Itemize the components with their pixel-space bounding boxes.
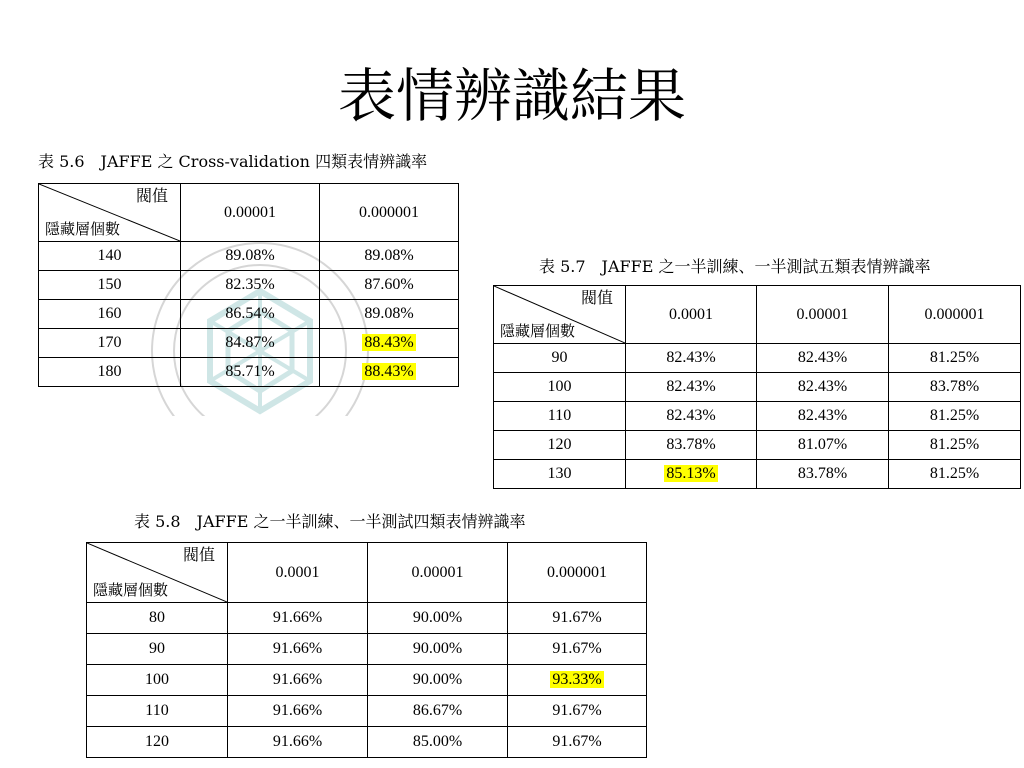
row-label: 100 — [87, 665, 228, 696]
row-label: 110 — [494, 402, 626, 431]
threshold-label: 閥值 — [580, 288, 613, 307]
table-cell: 81.25% — [929, 407, 980, 424]
table-cell: 86.67% — [412, 702, 463, 719]
table-row — [39, 358, 459, 387]
row-label: 90 — [87, 634, 228, 665]
column-header: 0.000001 — [889, 286, 1021, 344]
table-cell: 86.54% — [225, 305, 275, 322]
table-cell: 91.66% — [272, 733, 323, 750]
table-row — [494, 431, 1021, 460]
table-row — [494, 460, 1021, 489]
row-label: 170 — [39, 329, 181, 358]
hidden-layer-count-label: 隱藏層個數 — [500, 322, 576, 340]
table-cell: 89.08% — [225, 247, 275, 264]
table-cell: 82.43% — [797, 407, 848, 424]
table-5-6-caption: 表 5.6 JAFFE 之 Cross-validation 四類表情辨識率 — [38, 152, 428, 171]
table-cell: 82.43% — [797, 349, 848, 366]
row-label: 140 — [39, 242, 181, 271]
table-cell: 89.08% — [364, 247, 414, 264]
table-cell: 84.87% — [225, 334, 275, 351]
column-header: 0.0001 — [228, 543, 368, 603]
table-5-8 — [86, 542, 647, 758]
table-5-8-caption: 表 5.8 JAFFE 之一半訓練、一半測試四類表情辨識率 — [134, 512, 526, 531]
table-cell: 82.43% — [666, 378, 716, 395]
table-cell: 82.43% — [666, 349, 716, 366]
highlighted-cell: 93.33% — [552, 671, 602, 688]
table-cell: 82.43% — [666, 407, 716, 424]
row-label: 120 — [494, 431, 626, 460]
row-label: 110 — [87, 696, 228, 727]
table-cell: 87.60% — [364, 276, 414, 293]
table-row — [39, 329, 459, 358]
row-label: 80 — [87, 603, 228, 634]
table-5-7 — [493, 285, 1021, 489]
row-label: 100 — [494, 373, 626, 402]
table-row — [39, 271, 459, 300]
table-cell: 90.00% — [412, 640, 463, 657]
table-cell: 82.43% — [797, 378, 848, 395]
hidden-layer-count-label: 隱藏層個數 — [93, 581, 169, 599]
table-corner-header — [494, 286, 626, 344]
table-cell: 83.78% — [666, 436, 716, 453]
column-header: 0.000001 — [320, 184, 459, 242]
table-5-7-caption: 表 5.7 JAFFE 之一半訓練、一半測試五類表情辨識率 — [539, 257, 931, 276]
table-cell: 81.25% — [929, 349, 980, 366]
threshold-label: 閥值 — [182, 545, 215, 564]
table-cell: 85.71% — [225, 363, 275, 380]
threshold-label: 閥值 — [135, 186, 168, 205]
hidden-layer-count-label: 隱藏層個數 — [45, 220, 121, 238]
highlighted-cell: 85.13% — [666, 465, 716, 482]
row-label: 160 — [39, 300, 181, 329]
table-cell: 85.00% — [412, 733, 463, 750]
row-label: 130 — [494, 460, 626, 489]
table-cell: 81.25% — [929, 465, 980, 482]
column-header: 0.00001 — [368, 543, 508, 603]
table-row — [87, 727, 647, 758]
slide-title: 表情辨識結果 — [337, 62, 686, 130]
table-row — [494, 402, 1021, 431]
table-cell: 91.67% — [552, 609, 602, 626]
table-row — [87, 665, 647, 696]
column-header: 0.00001 — [757, 286, 889, 344]
row-label: 90 — [494, 344, 626, 373]
column-header: 0.00001 — [181, 184, 320, 242]
table-row — [87, 634, 647, 665]
table-cell: 91.66% — [272, 671, 323, 688]
table-cell: 83.78% — [797, 465, 848, 482]
table-cell: 90.00% — [412, 609, 463, 626]
table-row — [494, 344, 1021, 373]
table-corner-header — [39, 184, 181, 242]
row-label: 180 — [39, 358, 181, 387]
table-cell: 82.35% — [225, 276, 275, 293]
table-cell: 83.78% — [929, 378, 980, 395]
table-cell: 81.25% — [929, 436, 980, 453]
table-row — [39, 300, 459, 329]
column-header: 0.000001 — [508, 543, 647, 603]
row-label: 150 — [39, 271, 181, 300]
table-cell: 91.66% — [272, 609, 323, 626]
table-cell: 91.67% — [552, 640, 602, 657]
table-row — [39, 242, 459, 271]
row-label: 120 — [87, 727, 228, 758]
highlighted-cell: 88.43% — [364, 363, 414, 380]
column-header: 0.0001 — [626, 286, 757, 344]
table-row — [87, 696, 647, 727]
table-5-6 — [38, 183, 459, 387]
table-cell: 90.00% — [412, 671, 463, 688]
table-row — [494, 373, 1021, 402]
table-cell: 81.07% — [797, 436, 848, 453]
table-cell: 91.66% — [272, 702, 323, 719]
table-corner-header — [87, 543, 228, 603]
table-cell: 91.67% — [552, 733, 602, 750]
table-cell: 91.67% — [552, 702, 602, 719]
table-row — [87, 603, 647, 634]
highlighted-cell: 88.43% — [364, 334, 414, 351]
table-cell: 91.66% — [272, 640, 323, 657]
table-cell: 89.08% — [364, 305, 414, 322]
